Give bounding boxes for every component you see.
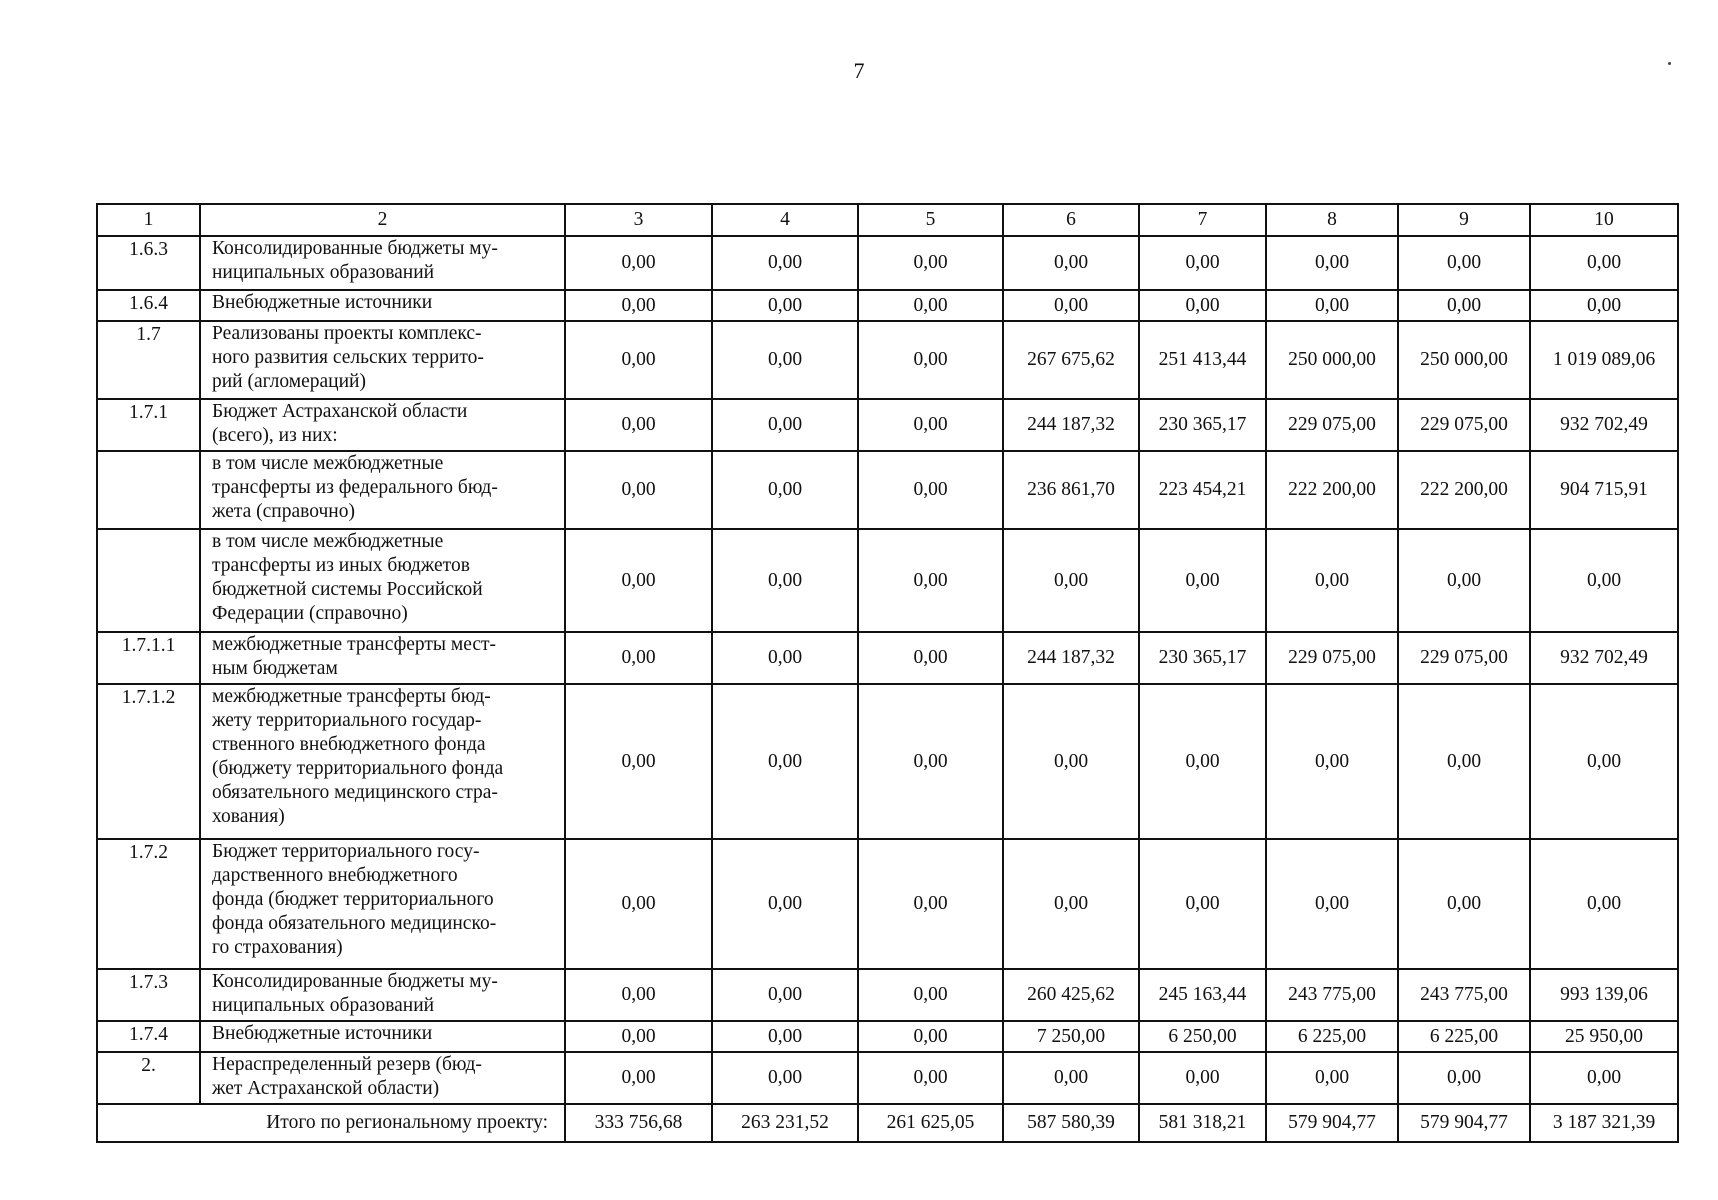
- value-cell: 0,00: [1398, 684, 1530, 839]
- total-label: Итого по региональному проекту:: [97, 1104, 565, 1142]
- row-description: межбюджетные трансферты мест- ным бюджетам: [200, 632, 565, 684]
- value-cell: 0,00: [1003, 529, 1139, 632]
- total-value-cell: 579 904,77: [1398, 1104, 1530, 1142]
- value-cell: 229 075,00: [1398, 399, 1530, 451]
- row-number: 2.: [97, 1052, 200, 1104]
- header-cell: 6: [1003, 204, 1139, 236]
- value-cell: 0,00: [858, 632, 1003, 684]
- row-number: 1.7.2: [97, 839, 200, 969]
- header-cell: 9: [1398, 204, 1530, 236]
- value-cell: 0,00: [1266, 684, 1398, 839]
- value-cell: 0,00: [1139, 839, 1266, 969]
- value-cell: 0,00: [565, 684, 712, 839]
- value-cell: 0,00: [712, 321, 858, 399]
- value-cell: 244 187,32: [1003, 399, 1139, 451]
- value-cell: 0,00: [1003, 839, 1139, 969]
- value-cell: 0,00: [858, 290, 1003, 321]
- value-cell: 0,00: [712, 236, 858, 290]
- value-cell: 0,00: [712, 1021, 858, 1052]
- value-cell: 251 413,44: [1139, 321, 1266, 399]
- table-row: [97, 236, 1678, 290]
- value-cell: 0,00: [1398, 236, 1530, 290]
- value-cell: 0,00: [1530, 1052, 1678, 1104]
- value-cell: 0,00: [565, 839, 712, 969]
- table-row: [97, 290, 1678, 321]
- value-cell: 0,00: [1398, 839, 1530, 969]
- table-row: [97, 529, 1678, 632]
- value-cell: 0,00: [1266, 529, 1398, 632]
- value-cell: 993 139,06: [1530, 969, 1678, 1021]
- header-cell: 5: [858, 204, 1003, 236]
- row-description: в том числе межбюджетные трансферты из иных бюджетов бюджетной системы Российской Федерации (справочно): [200, 529, 565, 632]
- value-cell: 25 950,00: [1530, 1021, 1678, 1052]
- header-cell: 1: [97, 204, 200, 236]
- value-cell: 244 187,32: [1003, 632, 1139, 684]
- value-cell: 0,00: [712, 684, 858, 839]
- value-cell: 0,00: [1003, 236, 1139, 290]
- value-cell: 0,00: [565, 321, 712, 399]
- value-cell: 0,00: [1139, 529, 1266, 632]
- row-number: 1.6.3: [97, 236, 200, 290]
- value-cell: 250 000,00: [1398, 321, 1530, 399]
- value-cell: 0,00: [858, 1021, 1003, 1052]
- value-cell: 0,00: [858, 236, 1003, 290]
- value-cell: 0,00: [712, 1052, 858, 1104]
- row-description: Консолидированные бюджеты му- ниципальных образований: [200, 236, 565, 290]
- value-cell: 932 702,49: [1530, 399, 1678, 451]
- value-cell: 0,00: [712, 969, 858, 1021]
- value-cell: 0,00: [1398, 1052, 1530, 1104]
- value-cell: 0,00: [1530, 839, 1678, 969]
- value-cell: 0,00: [1266, 236, 1398, 290]
- page-number: 7: [853, 58, 865, 83]
- value-cell: 0,00: [712, 399, 858, 451]
- value-cell: 0,00: [565, 969, 712, 1021]
- header-cell: 7: [1139, 204, 1266, 236]
- value-cell: 229 075,00: [1398, 632, 1530, 684]
- value-cell: 0,00: [858, 1052, 1003, 1104]
- value-cell: 230 365,17: [1139, 632, 1266, 684]
- row-number: 1.7.1.1: [97, 632, 200, 684]
- value-cell: 0,00: [565, 529, 712, 632]
- value-cell: 6 250,00: [1139, 1021, 1266, 1052]
- value-cell: 0,00: [858, 839, 1003, 969]
- value-cell: 0,00: [858, 451, 1003, 529]
- value-cell: 229 075,00: [1266, 632, 1398, 684]
- header-cell: 3: [565, 204, 712, 236]
- value-cell: 245 163,44: [1139, 969, 1266, 1021]
- value-cell: 229 075,00: [1266, 399, 1398, 451]
- value-cell: 0,00: [1266, 839, 1398, 969]
- row-number: 1.7.1.2: [97, 684, 200, 839]
- value-cell: 0,00: [1398, 290, 1530, 321]
- value-cell: 267 675,62: [1003, 321, 1139, 399]
- table-row: [97, 451, 1678, 529]
- table-row: [97, 632, 1678, 684]
- scan-speck: [1668, 62, 1671, 65]
- total-value-cell: 579 904,77: [1266, 1104, 1398, 1142]
- value-cell: 0,00: [1530, 290, 1678, 321]
- value-cell: 0,00: [712, 529, 858, 632]
- value-cell: 7 250,00: [1003, 1021, 1139, 1052]
- value-cell: 0,00: [565, 1052, 712, 1104]
- value-cell: 6 225,00: [1266, 1021, 1398, 1052]
- value-cell: 6 225,00: [1398, 1021, 1530, 1052]
- row-number: 1.6.4: [97, 290, 200, 321]
- row-number: [97, 529, 200, 632]
- value-cell: 250 000,00: [1266, 321, 1398, 399]
- value-cell: 0,00: [1139, 684, 1266, 839]
- value-cell: 0,00: [1530, 236, 1678, 290]
- value-cell: 0,00: [858, 399, 1003, 451]
- header-cell: 8: [1266, 204, 1398, 236]
- total-value-cell: 587 580,39: [1003, 1104, 1139, 1142]
- row-description: в том числе межбюджетные трансферты из федерального бюд- жета (справочно): [200, 451, 565, 529]
- value-cell: 0,00: [1398, 529, 1530, 632]
- value-cell: 0,00: [858, 321, 1003, 399]
- header-cell: 10: [1530, 204, 1678, 236]
- table-row: [97, 321, 1678, 399]
- value-cell: 222 200,00: [1398, 451, 1530, 529]
- budget-table: [96, 203, 1679, 1143]
- value-cell: 0,00: [1139, 290, 1266, 321]
- row-description: межбюджетные трансферты бюд- жету территориального государ- ственного внебюджетного фонда (бюджету территориального фонда обязательного медицинского стра- хования): [200, 684, 565, 839]
- row-description: Реализованы проекты комплекс- ного развития сельских террито- рий (агломераций): [200, 321, 565, 399]
- table-row: [97, 1021, 1678, 1052]
- value-cell: 0,00: [1003, 290, 1139, 321]
- value-cell: 0,00: [565, 1021, 712, 1052]
- value-cell: 0,00: [858, 969, 1003, 1021]
- table-row: [97, 684, 1678, 839]
- table-row: [97, 1052, 1678, 1104]
- value-cell: 0,00: [565, 236, 712, 290]
- total-value-cell: 261 625,05: [858, 1104, 1003, 1142]
- row-description: Бюджет территориального госу- дарственного внебюджетного фонда (бюджет территориального фонда обязательного медицинско- го страхования): [200, 839, 565, 969]
- value-cell: 236 861,70: [1003, 451, 1139, 529]
- row-description: Внебюджетные источники: [200, 1021, 565, 1052]
- value-cell: 260 425,62: [1003, 969, 1139, 1021]
- value-cell: 0,00: [1003, 1052, 1139, 1104]
- value-cell: 222 200,00: [1266, 451, 1398, 529]
- value-cell: 0,00: [565, 451, 712, 529]
- header-cell: 2: [200, 204, 565, 236]
- table-header-row: [97, 204, 1678, 236]
- value-cell: 0,00: [712, 632, 858, 684]
- total-value-cell: 3 187 321,39: [1530, 1104, 1678, 1142]
- value-cell: 0,00: [565, 399, 712, 451]
- row-description: Нераспределенный резерв (бюд- жет Астраханской области): [200, 1052, 565, 1104]
- value-cell: 223 454,21: [1139, 451, 1266, 529]
- total-value-cell: 333 756,68: [565, 1104, 712, 1142]
- value-cell: 0,00: [1266, 1052, 1398, 1104]
- value-cell: 0,00: [1139, 1052, 1266, 1104]
- total-value-cell: 581 318,21: [1139, 1104, 1266, 1142]
- value-cell: 0,00: [1530, 529, 1678, 632]
- value-cell: 0,00: [712, 839, 858, 969]
- value-cell: 0,00: [712, 451, 858, 529]
- row-number: 1.7.3: [97, 969, 200, 1021]
- total-row: [97, 1104, 1678, 1142]
- value-cell: 0,00: [1003, 684, 1139, 839]
- value-cell: 0,00: [712, 290, 858, 321]
- total-value-cell: 263 231,52: [712, 1104, 858, 1142]
- value-cell: 0,00: [1266, 290, 1398, 321]
- header-cell: 4: [712, 204, 858, 236]
- row-number: 1.7.4: [97, 1021, 200, 1052]
- value-cell: 0,00: [1139, 236, 1266, 290]
- table-row: [97, 399, 1678, 451]
- value-cell: 904 715,91: [1530, 451, 1678, 529]
- value-cell: 230 365,17: [1139, 399, 1266, 451]
- row-number: 1.7: [97, 321, 200, 399]
- value-cell: 0,00: [1530, 684, 1678, 839]
- value-cell: 1 019 089,06: [1530, 321, 1678, 399]
- row-number: 1.7.1: [97, 399, 200, 451]
- value-cell: 243 775,00: [1398, 969, 1530, 1021]
- value-cell: 0,00: [858, 529, 1003, 632]
- value-cell: 0,00: [858, 684, 1003, 839]
- table-row: [97, 969, 1678, 1021]
- value-cell: 0,00: [565, 290, 712, 321]
- value-cell: 0,00: [565, 632, 712, 684]
- row-description: Консолидированные бюджеты му- ниципальных образований: [200, 969, 565, 1021]
- row-number: [97, 451, 200, 529]
- value-cell: 243 775,00: [1266, 969, 1398, 1021]
- row-description: Бюджет Астраханской области (всего), из них:: [200, 399, 565, 451]
- row-description: Внебюджетные источники: [200, 290, 565, 321]
- value-cell: 932 702,49: [1530, 632, 1678, 684]
- table-row: [97, 839, 1678, 969]
